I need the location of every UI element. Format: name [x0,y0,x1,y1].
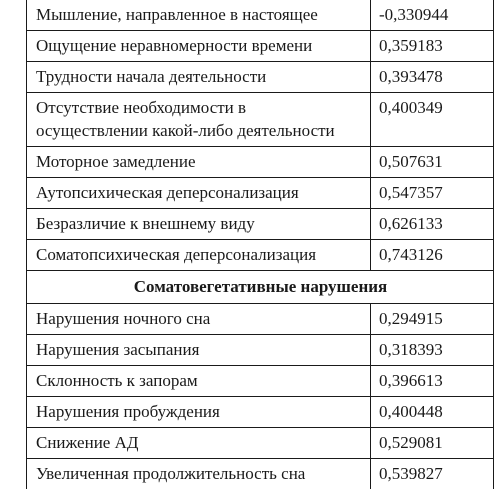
table-row [27,178,494,209]
row-label: Трудности начала деятельности [27,62,371,93]
row-value: 0,294915 [371,304,494,335]
row-label: Моторное замедление [27,147,371,178]
table-row [27,93,494,147]
row-label: Безразличие к внешнему виду [27,209,371,240]
correlation-table [26,0,494,489]
table-row [27,209,494,240]
row-value: 0,529081 [371,428,494,459]
row-value: 0,539827 [371,459,494,490]
row-label: Нарушения засыпания [27,335,371,366]
row-label: Мышление, направленное в настоящее [27,0,371,31]
table-row [27,31,494,62]
row-value: 0,318393 [371,335,494,366]
table-row [27,62,494,93]
row-value: 0,359183 [371,31,494,62]
table-row [27,428,494,459]
table-row [27,147,494,178]
row-label: Увеличенная продолжительность сна [27,459,371,490]
row-label: Ощущение неравномерности времени [27,31,371,62]
row-label: Нарушения ночного сна [27,304,371,335]
row-label: Снижение АД [27,428,371,459]
row-value: -0,330944 [371,0,494,31]
table-row [27,335,494,366]
row-label: Соматопсихическая деперсонализация [27,240,371,271]
table-row [27,397,494,428]
section-header-row [27,271,494,304]
table-row [27,0,494,31]
row-value: 0,400448 [371,397,494,428]
row-value: 0,743126 [371,240,494,271]
row-value: 0,396613 [371,366,494,397]
table-row [27,366,494,397]
row-value: 0,393478 [371,62,494,93]
row-label: Аутопсихическая деперсонализация [27,178,371,209]
row-label: Отсутствие необходимости в осуществлении какой-либо деятельности [27,93,371,147]
table-row [27,240,494,271]
row-value: 0,507631 [371,147,494,178]
table-row [27,304,494,335]
row-value: 0,400349 [371,93,494,147]
row-value: 0,626133 [371,209,494,240]
table-row [27,459,494,490]
section-title: Соматовегетативные нарушения [27,271,494,304]
row-label: Склонность к запорам [27,366,371,397]
row-label: Нарушения пробуждения [27,397,371,428]
row-value: 0,547357 [371,178,494,209]
